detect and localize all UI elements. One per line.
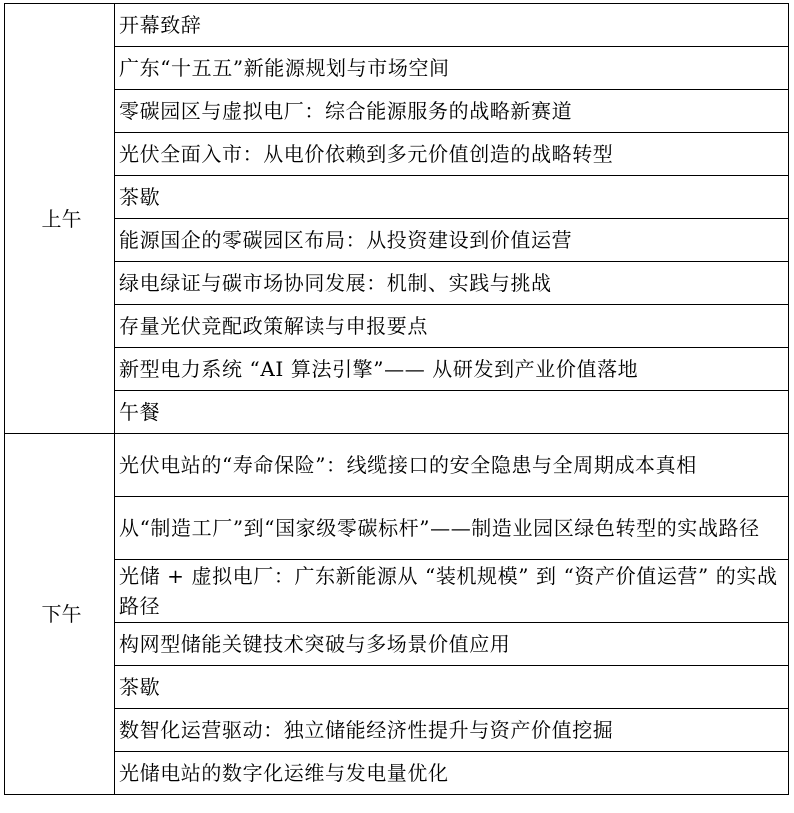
agenda-row <box>5 305 789 348</box>
agenda-row <box>5 709 789 752</box>
agenda-row <box>5 133 789 176</box>
period-cell-afternoon: 下午 <box>5 434 115 795</box>
agenda-item: 午餐 <box>115 391 789 434</box>
agenda-row <box>5 560 789 623</box>
agenda-item: 光伏全面入市：从电价依赖到多元价值创造的战略转型 <box>115 133 789 176</box>
agenda-row <box>5 666 789 709</box>
period-cell-morning: 上午 <box>5 4 115 434</box>
agenda-item: 存量光伏竞配政策解读与申报要点 <box>115 305 789 348</box>
agenda-item: 构网型储能关键技术突破与多场景价值应用 <box>115 623 789 666</box>
agenda-item: 茶歇 <box>115 176 789 219</box>
agenda-row <box>5 752 789 795</box>
agenda-row <box>5 90 789 133</box>
agenda-row <box>5 219 789 262</box>
agenda-row <box>5 4 789 47</box>
agenda-row <box>5 47 789 90</box>
agenda-row <box>5 262 789 305</box>
agenda-item: 新型电力系统 “AI 算法引擎”—— 从研发到产业价值落地 <box>115 348 789 391</box>
agenda-row <box>5 348 789 391</box>
agenda-row <box>5 176 789 219</box>
agenda-row <box>5 497 789 560</box>
agenda-item: 零碳园区与虚拟电厂：综合能源服务的战略新赛道 <box>115 90 789 133</box>
agenda-item: 开幕致辞 <box>115 4 789 47</box>
agenda-item: 茶歇 <box>115 666 789 709</box>
agenda-row <box>5 434 789 497</box>
agenda-item: 从“制造工厂”到“国家级零碳标杆”——制造业园区绿色转型的实战路径 <box>115 497 789 560</box>
agenda-item: 绿电绿证与碳市场协同发展：机制、实践与挑战 <box>115 262 789 305</box>
agenda-item: 光储 + 虚拟电厂：广东新能源从 “装机规模” 到 “资产价值运营” 的实战路径 <box>115 560 789 623</box>
agenda-row <box>5 391 789 434</box>
agenda-row <box>5 623 789 666</box>
agenda-item: 广东“十五五”新能源规划与市场空间 <box>115 47 789 90</box>
agenda-item: 数智化运营驱动：独立储能经济性提升与资产价值挖掘 <box>115 709 789 752</box>
agenda-item: 能源国企的零碳园区布局：从投资建设到价值运营 <box>115 219 789 262</box>
agenda-item: 光伏电站的“寿命保险”：线缆接口的安全隐患与全周期成本真相 <box>115 434 789 497</box>
agenda-table <box>4 3 789 795</box>
agenda-item: 光储电站的数字化运维与发电量优化 <box>115 752 789 795</box>
